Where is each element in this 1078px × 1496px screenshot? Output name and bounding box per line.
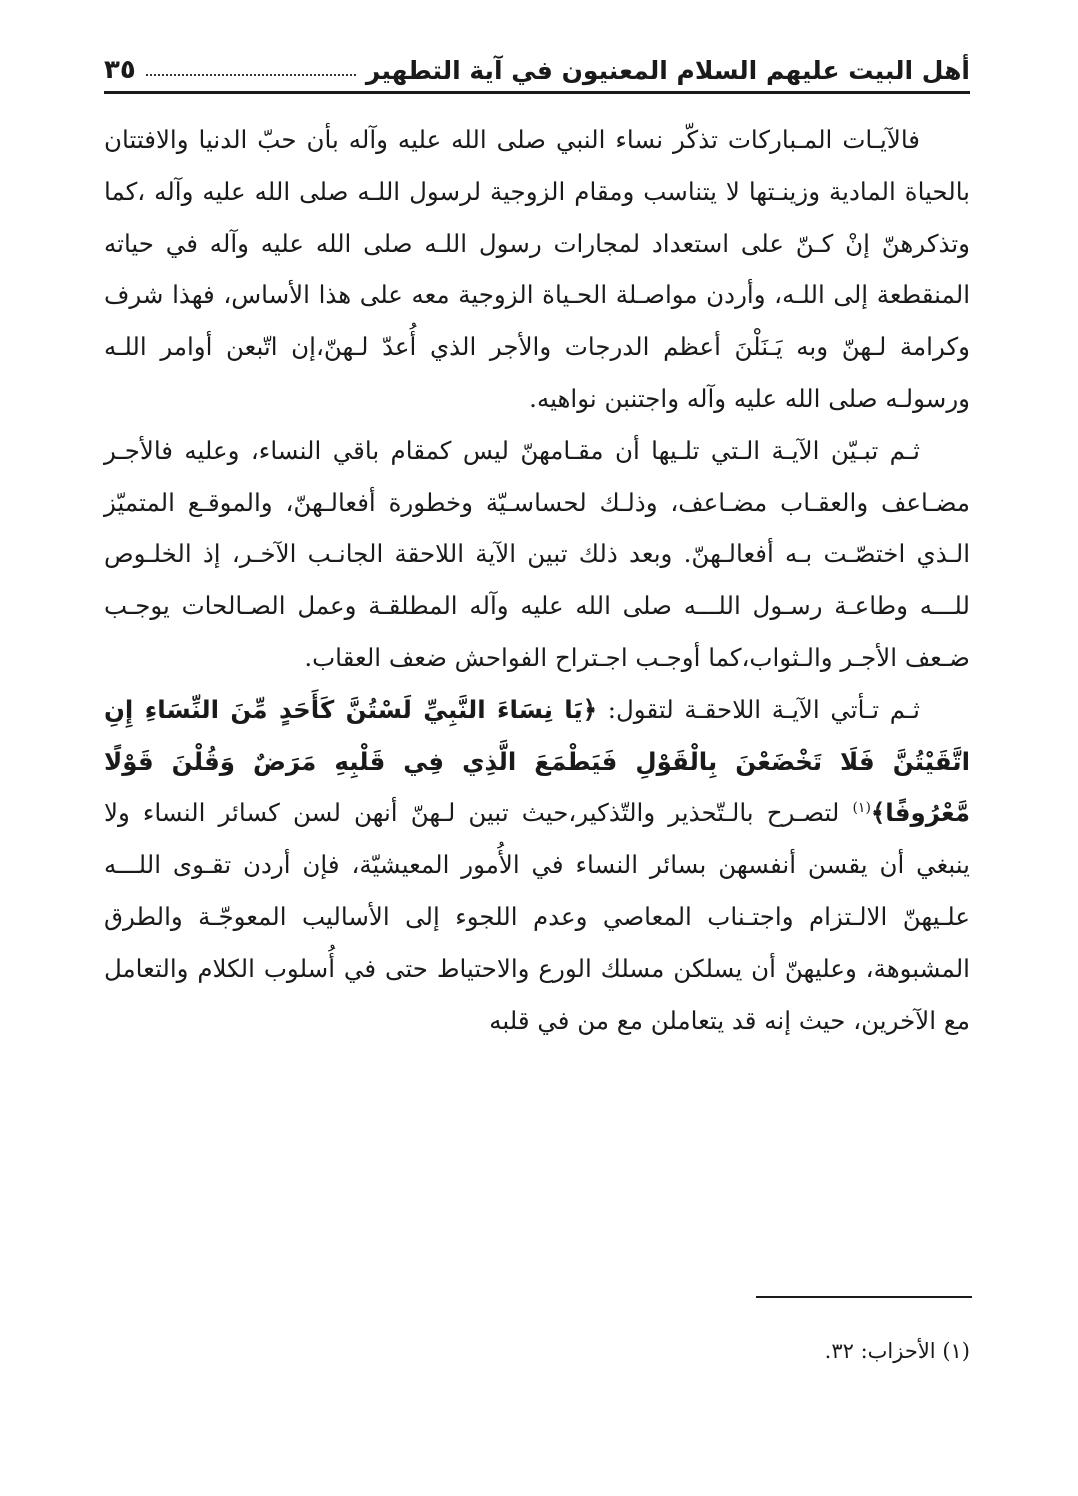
- paragraph: [104, 425, 970, 684]
- footnote-separator: [756, 1296, 972, 1298]
- header-title: أهل البيت عليهم السلام المعنيون في آية التطهير: [365, 56, 970, 85]
- running-header: [104, 36, 970, 94]
- paragraph: [104, 684, 970, 1047]
- footnote: (١) الأحزاب: ٣٢.: [824, 1339, 970, 1363]
- main-text: [104, 114, 970, 1046]
- header-dot-leader: [146, 72, 356, 76]
- page-number: ٣٥: [104, 55, 136, 85]
- quran-verse: ﴿يَا نِسَاءَ النَّبِيِّ لَسْتُنَّ كَأَحَدٍ مِّنَ النِّسَاءِ إِنِ اتَّقَيْتُنَّ فَلَا تَخْضَعْنَ بِالْقَوْلِ فَيَطْمَعَ الَّذِي فِي قَلْبِهِ مَرَضٌ وَقُلْنَ قَوْلًا مَّعْرُوفًا﴾: [104, 694, 970, 828]
- paragraph-text: فالآيـات المـباركات تذكّر نساء النبي صلى الله عليه وآله بأن حبّ الدنيا والافتتان بالحياة المادية وزينـتها لا يتناسب ومقام الزوجية لرسول اللـه صلى الله عليه وآله ،كما وتذكرهنّ إنْ كـنّ على استعداد لمجارات رسول اللـه صلى الله عليه وآله في حياته المنقطعة إلى اللـه، وأردن مواصـلة الحـياة الزوجية معه على هذا الأساس، فهذا شرف وكرامة لـهنّ وبه يَـنَلْنَ أعظم الدرجات والأجر الذي أُعدّ لـهنّ،إن اتّبعن أوامر اللـه ورسولـه صلى الله عليه وآله واجتنبن نواهيه.: [104, 125, 970, 413]
- paragraph-text: ثـم تـأتي الآيـة اللاحقـة لتقول:: [597, 694, 921, 724]
- paragraph: [104, 114, 970, 425]
- footnote-marker[interactable]: (١): [852, 800, 871, 817]
- paragraph-text: لتصـرح بالـتّحذير والتّذكير،حيث تبين لـهنّ أنهن لسن كسائر النساء ولا ينبغي أن يقسن أنفسهن بسائر النساء في الأُمور المعيشيّة، فإن أردن تقـوى اللـــه علـيهنّ الالـتزام واجتـناب المعاصي وعدم اللجوء إلى الأساليب المعوجّـة والطرق المشبوهة، وعليهنّ أن يسلكن مسلك الورع والاحتياط حتى في أُسلوب الكلام والتعامل مع الآخرين، حيث إنه قد يتعاملن مع من في قلبه: [104, 798, 970, 1035]
- paragraph-text: ثـم تبـيّن الآيـة الـتي تلـيها أن مقـامهنّ ليس كمقام باقي النساء، وعليه فالأجـر مضـاعف والعقـاب مضـاعف، وذلـك لحساسـيّة وخطورة أفعالـهنّ، والموقـع المتميّز الـذي اختصّـت بـه أفعالـهنّ. وبعد ذلك تبين الآية اللاحقة الجانـب الآخـر، إذ الخلـوص للـــه وطاعـة رسـول اللـــه صلى الله عليه وآله المطلقـة وعمل الصـالحات يوجـب ضـعف الأجـر والـثواب،كما أوجـب اجـتراح الفواحش ضعف العقاب.: [104, 435, 970, 672]
